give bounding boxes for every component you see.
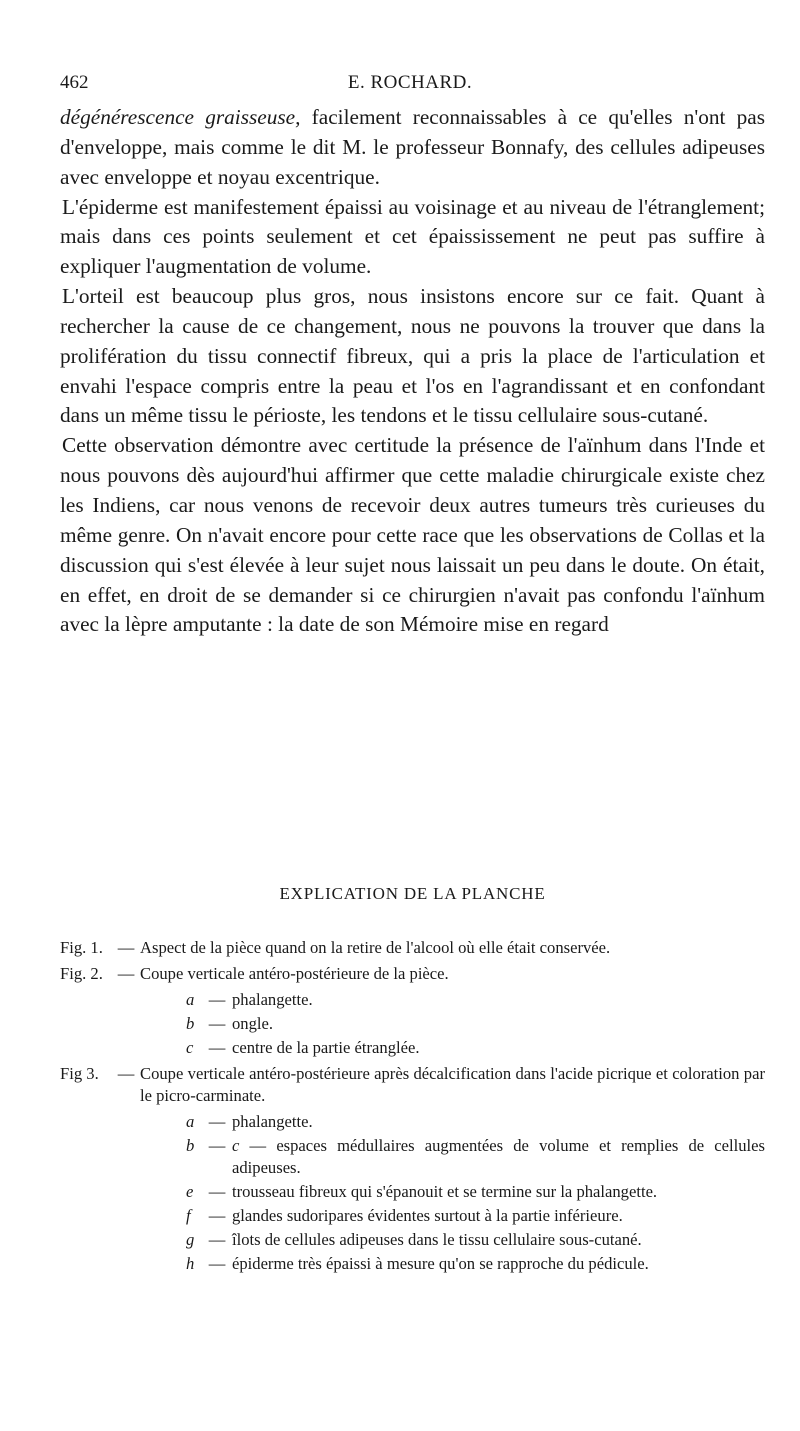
item-text: îlots de cellules adipeuses dans le tissu cellulaire sous-cutané. (232, 1230, 642, 1249)
body-text (60, 103, 765, 640)
item-text: phalangette. (232, 990, 313, 1009)
caption-dash: — (208, 1136, 226, 1155)
item-text: épiderme très épaissi à mesure qu'on se rapproche du pédicule. (232, 1254, 649, 1273)
item-letter: b (186, 1136, 195, 1155)
paragraph-1-text: facilement reconnaissables à ce qu'elles n'ont pas d'enveloppe, mais comme le dit M. le professeur Bonnafy, des cellules adipeuses avec enveloppe et noyau excentrique. (60, 105, 765, 189)
caption-dash: — (117, 1064, 135, 1083)
item-text (232, 1135, 765, 1179)
caption-item (60, 1013, 765, 1035)
paragraph-1-emphasis: dégénérescence graisseuse, (60, 105, 301, 129)
figure-label: Fig. 1. (60, 938, 103, 957)
paragraph-2: L'épiderme est manifestement épaissi au voisinage et au niveau de l'étranglement; mais dans ces points seulement et cet épaississement ne peut pas suffire à expliquer l'augmentation de volume. (60, 194, 765, 279)
caption-dash: — (117, 938, 135, 957)
caption-dash: — (208, 1112, 226, 1131)
item-letter: e (186, 1182, 194, 1201)
item-text: centre de la partie étranglée. (232, 1038, 420, 1057)
item-letter: b (186, 1014, 195, 1033)
item-letter: f (186, 1206, 191, 1225)
item-text: ongle. (232, 1014, 274, 1033)
paragraph-1 (60, 103, 765, 193)
caption-fig-3 (60, 1063, 765, 1107)
caption-item (60, 1205, 765, 1227)
figure-label: Fig 3. (60, 1064, 99, 1083)
item-letter: h (186, 1254, 195, 1273)
caption-dash: — (208, 1182, 226, 1201)
caption-dash: — (208, 1206, 226, 1225)
item-letter: a (186, 1112, 195, 1131)
caption-dash: — (208, 1038, 226, 1057)
caption-text: Coupe verticale antéro-postérieure après décalcification dans l'acide picrique et coloration par le picro-carminate. (140, 1064, 765, 1105)
caption-dash: — (208, 990, 226, 1009)
caption-item (60, 1037, 765, 1059)
caption-dash: — (208, 1014, 226, 1033)
caption-fig-2 (60, 963, 765, 985)
page-header (60, 72, 760, 96)
caption-dash: — (208, 1230, 226, 1249)
caption-item (60, 1181, 765, 1203)
item-letter: g (186, 1230, 195, 1249)
paragraph-3: L'orteil est beaucoup plus gros, nous insistons encore sur ce fait. Quant à rechercher la cause de ce changement, nous ne pouvons la trouver que dans la prolifération du tissu connectif fibreux, qui a pris la place de l'articulation et envahi l'espace compris entre la peau et l'os en l'agrandissant et en confondant dans un même tissu le périoste, les tendons et le tissu cellulaire sous-cutané. (60, 284, 765, 428)
running-head: E. ROCHARD. (347, 72, 473, 93)
caption-text: Aspect de la pièce quand on la retire de l'alcool où elle était conservée. (140, 938, 611, 957)
caption-item (60, 1253, 765, 1275)
caption-item (60, 989, 765, 1011)
caption-item (60, 1135, 765, 1179)
caption-fig-1 (60, 937, 765, 959)
figure-label: Fig. 2. (60, 964, 103, 983)
item-text: trousseau fibreux qui s'épanouit et se termine sur la phalangette. (232, 1182, 658, 1201)
caption-item (60, 1111, 765, 1133)
item-text: phalangette. (232, 1112, 313, 1131)
item-letter: c (186, 1038, 194, 1057)
caption-text: Coupe verticale antéro-postérieure de la pièce. (140, 964, 449, 983)
page-number: 462 (60, 72, 89, 93)
plate-captions (60, 937, 765, 1277)
item-second-letter: c (232, 1136, 240, 1155)
item-text: glandes sudoripares évidentes surtout à la partie inférieure. (232, 1206, 623, 1225)
caption-dash: — (117, 964, 135, 983)
caption-item (60, 1229, 765, 1251)
caption-dash: — (249, 1136, 267, 1155)
plate-title: EXPLICATION DE LA PLANCHE (279, 884, 546, 903)
item-letter: a (186, 990, 195, 1009)
caption-dash: — (208, 1254, 226, 1273)
item-text-body: espaces médullaires augmentées de volume et remplies de cellules adipeuses. (232, 1136, 765, 1177)
paragraph-4: Cette observation démontre avec certitude la présence de l'aïnhum dans l'Inde et nous pouvons dès aujourd'hui affirmer que cette maladie chirurgicale existe chez les Indiens, car nous venons de recevoir deux autres tumeurs très curieuses du même genre. On n'avait encore pour cette race que les observations de Collas et la discussion qui s'est élevée à leur sujet nous laissait un peu dans le doute. On était, en effet, en droit de se demander si ce chirurgien n'avait pas confondu l'aïnhum avec la lèpre amputante : la date de son Mémoire mise en regard (60, 433, 765, 637)
